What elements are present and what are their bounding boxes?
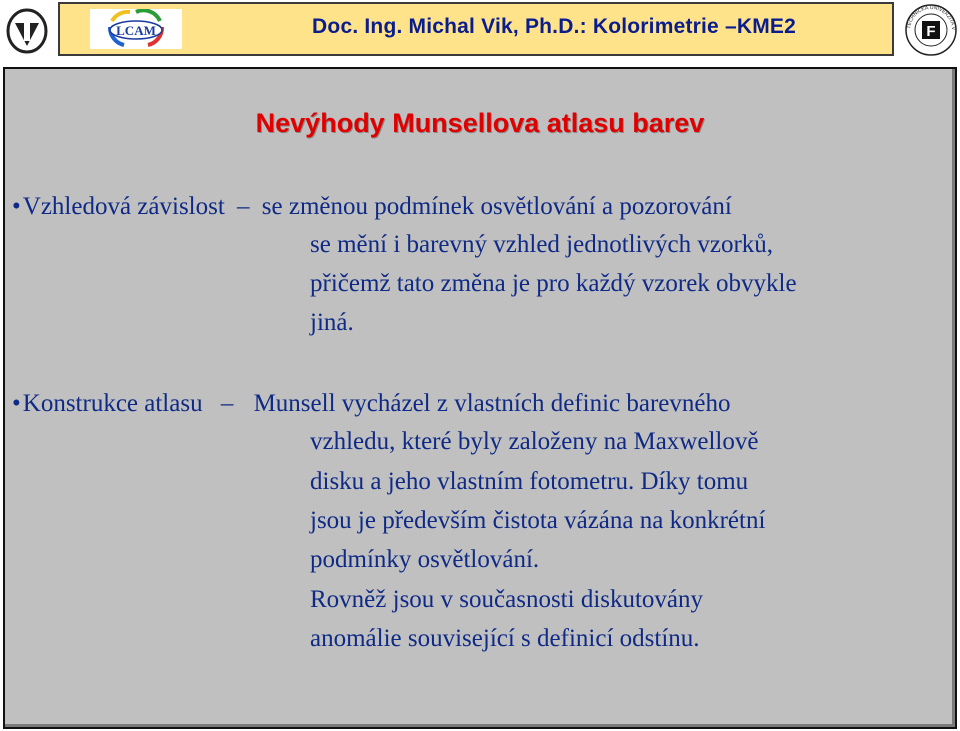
item-line: se mění i barevný vzhled jednotlivých vzorků,: [310, 231, 774, 258]
university-logo-text: TECHNICKÁ UNIVERZITA V: [906, 4, 957, 31]
header-title: Doc. Ing. Michal Vik, Ph.D.: Kolorimetrie –KME2: [312, 15, 796, 38]
item-line: anomálie související s definicí odstínu.: [310, 625, 700, 652]
bullet-item-vzhledova-zavislost: [12, 193, 732, 221]
item-lead: Munsell vycházel z vlastních definic barevného: [253, 390, 731, 417]
item-term: Konstrukce atlasu: [22, 390, 203, 417]
item-term: Vzhledová závislost: [22, 193, 225, 220]
slide-title: Nevýhody Munsellova atlasu barev: [255, 108, 705, 138]
item-line: vzhledu, které byly založeny na Maxwellově: [310, 428, 759, 455]
bullet-icon: •: [12, 193, 21, 220]
item-line: disku a jeho vlastním fotometru. Díky tomu: [310, 468, 749, 495]
item-lead: se změnou podmínek osvětlování a pozorování: [261, 193, 732, 220]
university-seal-logo: [904, 3, 958, 57]
item-dash: –: [237, 193, 250, 220]
faculty-logo-letter: F: [926, 23, 936, 40]
item-line: Rovněž jsou v současnosti diskutovány: [310, 586, 704, 613]
item-line: podmínky osvětlování.: [310, 546, 540, 573]
tu-emblem-logo: [6, 8, 48, 54]
header-banner: [58, 2, 894, 56]
item-dash: –: [220, 390, 234, 417]
lcam-logo: [90, 9, 182, 49]
item-line: přičemž tato změna je pro každý vzorek obvykle: [310, 270, 797, 297]
bullet-icon: •: [12, 390, 21, 417]
lcam-logo-text: LCAM: [116, 23, 156, 38]
item-line: jiná.: [310, 309, 354, 336]
item-line: jsou je především čistota vázána na konkrétní: [310, 507, 766, 534]
bullet-item-konstrukce-atlasu: [12, 390, 730, 418]
